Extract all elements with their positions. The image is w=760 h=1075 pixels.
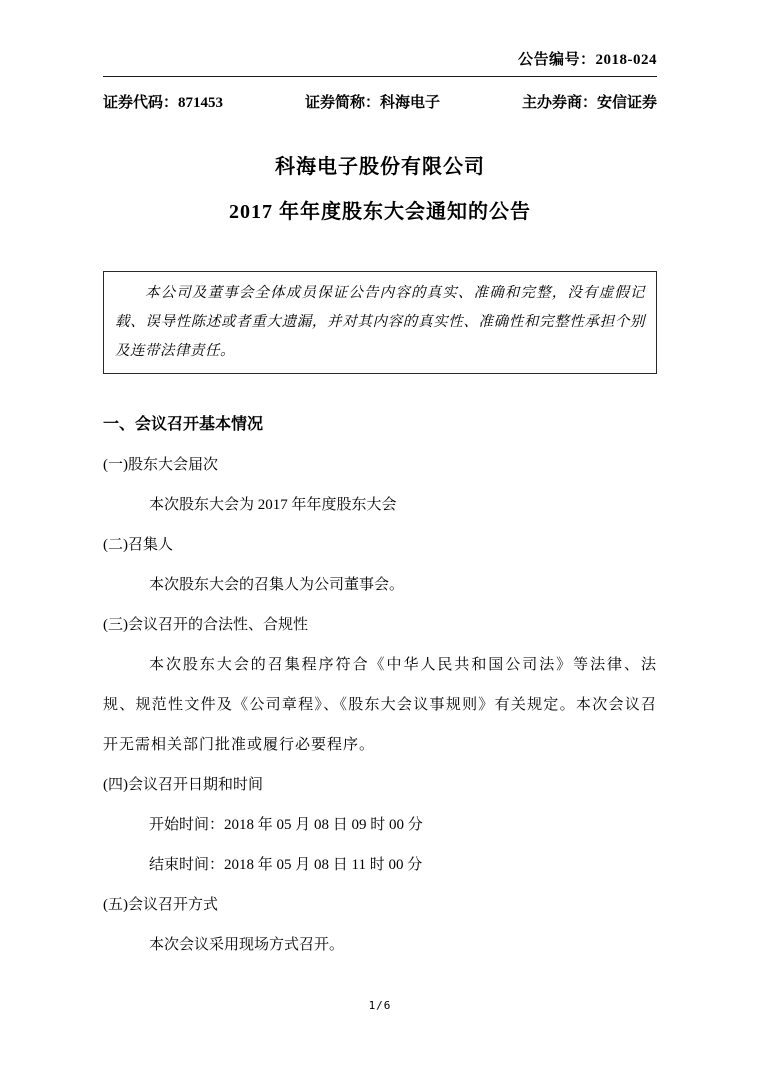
disclaimer-box xyxy=(103,271,657,374)
subsection-label: (四)会议召开日期和时间 xyxy=(103,777,263,793)
subsection-label: (二)召集人 xyxy=(103,537,173,553)
subsection-label: (一)股东大会届次 xyxy=(103,457,218,473)
body-text: 本次股东大会为 2017 年年度股东大会 xyxy=(149,497,397,513)
body-text: 本次会议采用现场方式召开。 xyxy=(149,937,345,953)
section-heading: 一、会议召开基本情况 xyxy=(103,416,264,433)
body-text-end-time: 结束时间：2018 年 05 月 08 日 11 时 00 分 xyxy=(149,857,423,873)
body-text-start-time: 开始时间：2018 年 05 月 08 日 09 时 00 分 xyxy=(149,817,423,833)
announcement-number: 公告编号：2018-024 xyxy=(518,52,657,68)
securities-short-name: 证券简称：科海电子 xyxy=(304,95,440,111)
body-text: 本次股东大会的召集人为公司董事会。 xyxy=(149,577,405,593)
sponsor-broker: 主办券商：安信证券 xyxy=(521,95,657,111)
subsection-label: (三)会议召开的合法性、合规性 xyxy=(103,617,308,633)
page-number: 1/6 xyxy=(368,999,392,1012)
disclaimer-text: 本公司及董事会全体成员保证公告内容的真实、准确和完整，没有虚假记载、误导性陈述或者重大遗漏，并对其内容的真实性、准确性和完整性承担个别及连带法律责任。 xyxy=(115,285,645,359)
securities-info-bar xyxy=(103,94,657,112)
title-line-subject: 2017 年年度股东大会通知的公告 xyxy=(229,201,531,223)
body-paragraph: 本次股东大会的召集程序符合《中华人民共和国公司法》等法律、法规、规范性文件及《公司章程》、《股东大会议事规则》有关规定。本次会议召开无需相关部门批准或履行必要程序。 xyxy=(103,657,657,753)
header-divider xyxy=(103,76,657,77)
document-body xyxy=(103,405,657,965)
securities-code: 证券代码：871453 xyxy=(103,95,224,111)
document-title xyxy=(103,145,657,235)
subsection-label: (五)会议召开方式 xyxy=(103,897,218,913)
title-line-company: 科海电子股份有限公司 xyxy=(275,156,485,178)
